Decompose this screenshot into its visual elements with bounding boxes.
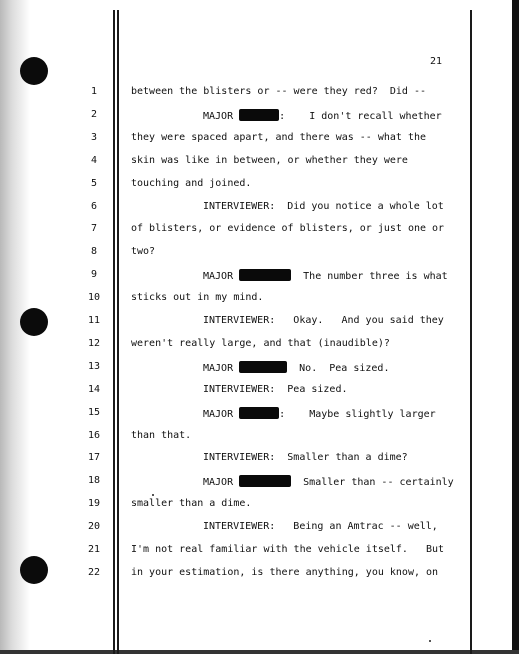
binder-hole-bottom <box>20 556 48 584</box>
transcript-line <box>131 86 426 97</box>
line-text-segment: between the blisters or -- were they red? Did -- <box>131 86 427 97</box>
line-text-segment: MAJOR <box>203 110 240 122</box>
transcript-line <box>203 407 436 420</box>
line-number: 7 <box>90 223 98 235</box>
line-text-segment: The number three is what <box>291 271 448 283</box>
transcript-line <box>131 498 251 509</box>
line-number: 13 <box>87 360 101 372</box>
transcript-line <box>131 292 263 303</box>
transcript-line <box>131 132 426 143</box>
line-text-segment: smaller than a dime. <box>131 498 252 510</box>
line-text-segment: MAJOR <box>203 362 240 374</box>
line-number: 15 <box>87 406 101 418</box>
transcript-line <box>131 567 438 578</box>
redaction-block <box>239 269 291 281</box>
line-text-segment: of blisters, or evidence of blisters, or just one or <box>131 223 445 235</box>
transcript-line <box>131 430 191 441</box>
line-text-segment: INTERVIEWER: Smaller than a dime? <box>203 452 408 464</box>
transcript-line <box>131 178 251 189</box>
line-text-segment: INTERVIEWER: Okay. And you said they <box>203 315 444 326</box>
transcript-line <box>131 155 408 166</box>
line-number: 21 <box>87 544 101 555</box>
line-text-segment: than that. <box>131 429 192 441</box>
transcript-line <box>203 201 444 212</box>
line-text-segment: I'm not real familiar with the vehicle itself. But <box>131 544 445 555</box>
line-text-segment: INTERVIEWER: Being an Amtrac -- well, <box>203 521 438 533</box>
line-text-segment: skin was like in between, or whether they were <box>131 154 408 166</box>
line-text-segment: weren't really large, and that (inaudible)? <box>131 337 390 349</box>
scan-edge-bottom <box>0 650 519 654</box>
transcript-line <box>203 452 408 463</box>
line-number: 20 <box>87 521 101 533</box>
line-text-segment: two? <box>131 246 156 258</box>
scan-edge-right <box>512 0 519 654</box>
line-number: 16 <box>87 429 101 441</box>
line-number: 14 <box>87 383 101 395</box>
line-text-segment: : Maybe slightly larger <box>279 408 436 420</box>
line-text-segment: INTERVIEWER: Pea sized. <box>203 383 348 395</box>
line-number: 22 <box>87 566 101 578</box>
line-text-segment: sticks out in my mind. <box>131 292 264 304</box>
line-number: 12 <box>87 337 101 349</box>
line-number: 6 <box>90 200 98 212</box>
line-text-segment: INTERVIEWER: Did you notice a whole lot <box>203 200 444 212</box>
transcript-line <box>203 521 438 532</box>
line-number: 5 <box>90 177 98 189</box>
line-number: 17 <box>87 452 101 464</box>
transcript-line <box>203 269 448 282</box>
line-text-segment: in your estimation, is there anything, you know, on <box>131 566 439 578</box>
binder-hole-top <box>20 57 48 85</box>
line-text-segment: : I don't recall whether <box>279 110 442 122</box>
line-number: 4 <box>90 154 98 166</box>
line-number: 10 <box>87 292 101 304</box>
redaction-block <box>239 109 279 121</box>
transcript-line <box>203 109 442 122</box>
transcript-line <box>203 361 389 374</box>
transcript-line <box>203 475 454 488</box>
line-number: 2 <box>90 108 98 120</box>
redaction-block <box>239 475 291 487</box>
line-text-segment: MAJOR <box>203 477 240 489</box>
transcript-line <box>131 223 444 234</box>
line-number: 19 <box>87 498 101 510</box>
line-number: 9 <box>90 269 98 281</box>
transcript-line <box>131 338 390 349</box>
scan-speck <box>429 640 431 642</box>
line-number: 8 <box>90 246 98 258</box>
line-number: 18 <box>87 475 101 487</box>
line-text-segment: Smaller than -- certainly <box>291 477 454 489</box>
transcript-line <box>203 384 348 395</box>
transcript-line <box>203 315 444 326</box>
transcript-line <box>131 246 155 257</box>
line-number: 1 <box>90 86 98 97</box>
line-number: 11 <box>87 315 101 326</box>
margin-rule-left-1 <box>113 10 115 654</box>
binder-hole-middle <box>20 308 48 336</box>
scan-speck <box>152 494 154 496</box>
line-text-segment: MAJOR <box>203 408 240 420</box>
line-number: 3 <box>90 131 98 143</box>
transcript-line <box>131 544 444 555</box>
margin-rule-left-2 <box>117 10 119 654</box>
line-text-segment: touching and joined. <box>131 177 252 189</box>
redaction-block <box>239 407 279 419</box>
line-text-segment: No. Pea sized. <box>287 362 390 374</box>
redaction-block <box>239 361 287 373</box>
line-text-segment: MAJOR <box>203 271 240 283</box>
margin-rule-right <box>470 10 472 654</box>
line-text-segment: they were spaced apart, and there was -- what the <box>131 131 427 143</box>
page-number: 21 <box>430 56 443 67</box>
